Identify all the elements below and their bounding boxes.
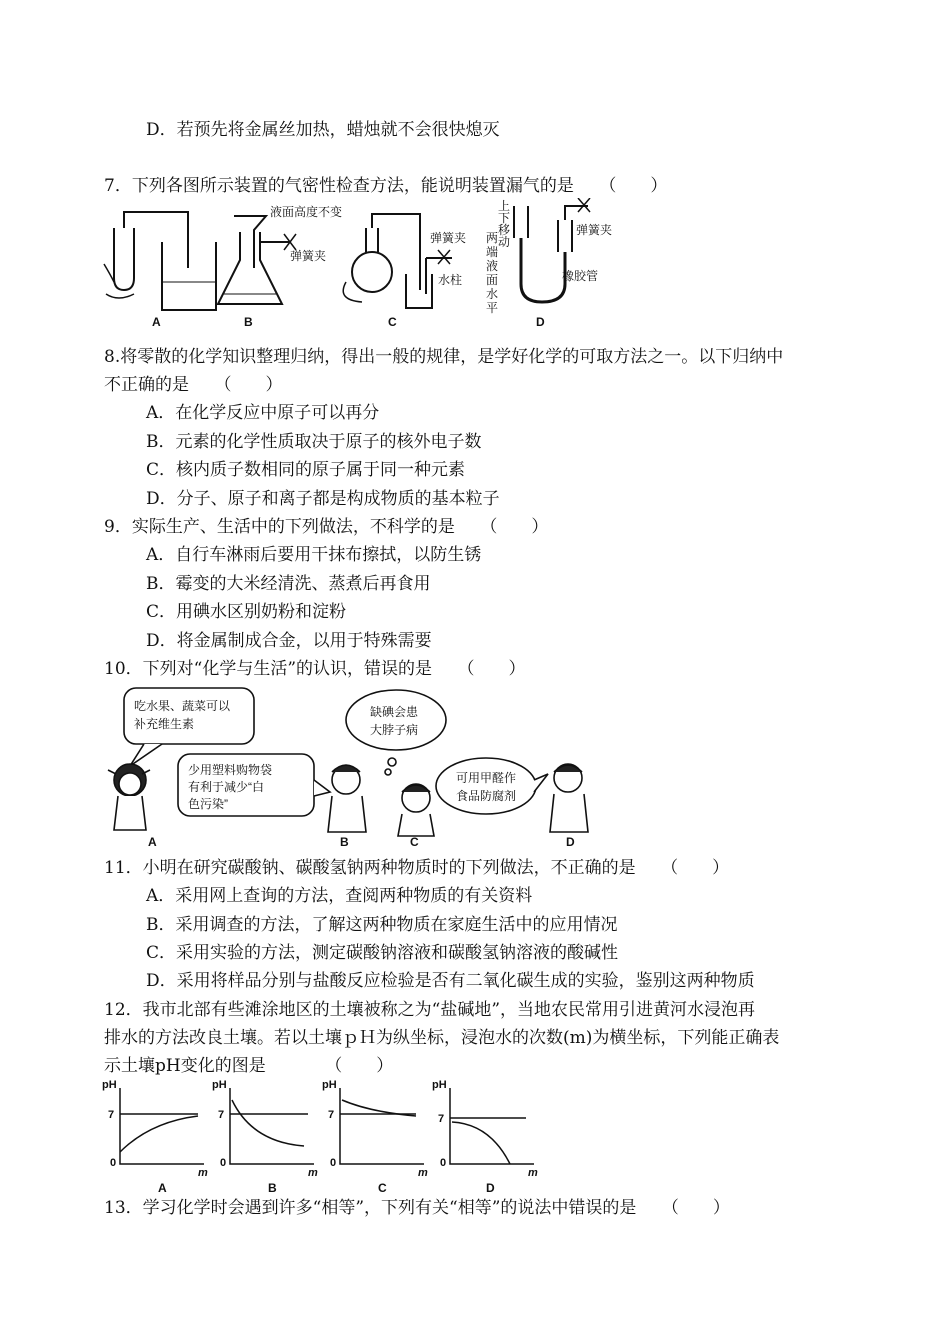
q10-label-a: A xyxy=(148,835,157,849)
q12c-ref: 7 xyxy=(328,1109,335,1121)
q8-stem-line2: 不正确的是 （ ） xyxy=(104,375,283,395)
q11-option-d: D．采用将样品分别与盐酸反应检验是否有二氧化碳生成的实验，鉴别这两种物质 xyxy=(146,971,755,991)
q10a-person xyxy=(108,764,150,830)
q9-stem: 9．实际生产、生活中的下列做法，不科学的是 （ ） xyxy=(104,517,549,537)
q12a-xlabel: m xyxy=(198,1167,208,1179)
q10c-bubble-line2: 大脖子病 xyxy=(370,723,419,737)
q10a-bubble-line2: 补充维生素 xyxy=(134,717,195,731)
q10c-thought-bubble xyxy=(346,690,446,750)
q10d-bubble-line1: 可用甲醛作 xyxy=(456,771,517,785)
q10b-bubble-line2: 有利于减少“白 xyxy=(188,780,264,794)
q7-label-b: B xyxy=(244,315,253,329)
q12c-origin: 0 xyxy=(330,1157,337,1169)
q7d-left-tube xyxy=(514,206,528,238)
q12-stem-line3: 示土壤pH变化的图是 （ ） xyxy=(104,1056,394,1076)
q7d-vertical-note xyxy=(486,198,510,315)
q10b-bubble-line1: 少用塑料购物袋 xyxy=(188,763,273,777)
svg-text:面: 面 xyxy=(486,273,499,287)
q11-option-b: B．采用调查的方法，了解这两种物质在家庭生活中的应用情况 xyxy=(146,915,618,935)
svg-text:下: 下 xyxy=(498,211,511,225)
q12-ph-graphs xyxy=(100,1078,560,1196)
q8-option-a: A．在化学反应中原子可以再分 xyxy=(146,403,380,423)
q12-label-b: B xyxy=(268,1181,277,1195)
q11-stem: 11．小明在研究碳酸钠、碳酸氢钠两种物质时的下列做法，不正确的是 （ ） xyxy=(104,858,730,878)
q12d-origin: 0 xyxy=(440,1157,447,1169)
svg-text:上: 上 xyxy=(498,199,511,213)
q7c-note-water: 水柱 xyxy=(438,273,463,287)
svg-text:移: 移 xyxy=(498,223,511,237)
q10a-speech-bubble xyxy=(124,688,254,744)
q7c-note-clamp: 弹簧夹 xyxy=(430,231,467,245)
q10-stem: 10．下列对“化学与生活”的认识，错误的是 （ ） xyxy=(104,659,526,679)
svg-text:水: 水 xyxy=(486,287,499,301)
q9-option-d: D．将金属制成合金，以用于特殊需要 xyxy=(146,631,432,651)
q10-cartoon-figure xyxy=(100,684,600,850)
q7b-note-level: 液面高度不变 xyxy=(270,205,343,219)
q9-option-b: B．霉变的大米经清洗、蒸煮后再食用 xyxy=(146,574,431,594)
q10-label-c: C xyxy=(410,835,419,849)
q10d-person xyxy=(550,764,588,832)
q10b-person xyxy=(328,765,366,832)
q12a-curve xyxy=(120,1116,198,1152)
q7-label-d: D xyxy=(536,315,545,329)
q12c-ylabel: pH xyxy=(322,1079,337,1091)
svg-text:两: 两 xyxy=(486,231,499,245)
q12a-origin: 0 xyxy=(110,1157,117,1169)
q12-label-a: A xyxy=(158,1181,167,1195)
q10-label-d: D xyxy=(566,835,575,849)
q7-label-a: A xyxy=(152,315,161,329)
q7-label-c: C xyxy=(388,315,397,329)
q8-stem-line1: 8.将零散的化学知识整理归纳，得出一般的规律，是学好化学的可取方法之一。以下归纳中 xyxy=(104,347,784,367)
q12-label-d: D xyxy=(486,1181,495,1195)
q12d-curve xyxy=(452,1122,510,1164)
q12d-ylabel: pH xyxy=(432,1079,447,1091)
q8-option-c: C．核内质子数相同的原子属于同一种元素 xyxy=(146,460,466,480)
q12b-xlabel: m xyxy=(308,1167,318,1179)
q12-graph-c xyxy=(340,1088,424,1164)
q12b-ref: 7 xyxy=(218,1109,225,1121)
q10d-bubble-line2: 食品防腐剂 xyxy=(456,789,517,803)
q12c-xlabel: m xyxy=(418,1167,428,1179)
q12b-origin: 0 xyxy=(220,1157,227,1169)
q10b-bubble-line3: 色污染” xyxy=(188,797,228,811)
q7-apparatus-figure xyxy=(100,198,640,333)
svg-text:动: 动 xyxy=(498,235,511,249)
q12a-ref: 7 xyxy=(108,1109,115,1121)
q12-graph-b xyxy=(230,1088,314,1164)
q11-option-c: C．采用实验的方法，测定碳酸钠溶液和碳酸氢钠溶液的酸碱性 xyxy=(146,943,619,963)
svg-text:平: 平 xyxy=(486,301,499,315)
q7c-flask xyxy=(352,252,392,292)
q9-option-a: A．自行车淋雨后要用干抹布擦拭，以防生锈 xyxy=(146,545,482,565)
q10-label-b: B xyxy=(340,835,349,849)
q12-graph-d xyxy=(450,1088,534,1164)
q12-label-c: C xyxy=(378,1181,387,1195)
svg-text:液: 液 xyxy=(486,259,499,273)
q6-option-d: D．若预先将金属丝加热，蜡烛就不会很快熄灭 xyxy=(146,120,500,140)
q10d-speech-bubble xyxy=(436,758,536,814)
q7d-right-tube xyxy=(558,220,572,252)
q12b-curve xyxy=(232,1100,304,1146)
q8-option-b: B．元素的化学性质取决于原子的核外电子数 xyxy=(146,432,482,452)
q11-option-a: A．采用网上查询的方法，查阅两种物质的有关资料 xyxy=(146,886,533,906)
q7b-note-clamp: 弹簧夹 xyxy=(290,249,327,263)
q12d-ref: 7 xyxy=(438,1113,445,1125)
q12d-xlabel: m xyxy=(528,1167,538,1179)
q7d-note-clamp: 弹簧夹 xyxy=(576,223,613,237)
q12-stem-line1: 12．我市北部有些滩涂地区的土壤被称之为“盐碱地”，当地农民常用引进黄河水浸泡再 xyxy=(104,1000,756,1020)
q10c-person xyxy=(398,784,434,836)
q7a-test-tube xyxy=(114,228,134,290)
svg-text:端: 端 xyxy=(486,245,499,259)
q10c-bubble-line1: 缺碘会患 xyxy=(370,705,419,719)
q10a-bubble-line1: 吃水果、蔬菜可以 xyxy=(134,699,231,713)
q8-option-d: D．分子、原子和离子都是构成物质的基本粒子 xyxy=(146,489,500,509)
q12a-ylabel: pH xyxy=(102,1079,117,1091)
q9-option-c: C．用碘水区别奶粉和淀粉 xyxy=(146,602,347,622)
q12b-ylabel: pH xyxy=(212,1079,227,1091)
q13-stem: 13．学习化学时会遇到许多“相等”，下列有关“相等”的说法中错误的是 （ ） xyxy=(104,1198,730,1218)
q7d-note-hose: 橡胶管 xyxy=(562,269,599,283)
q7-stem: 7．下列各图所示装置的气密性检查方法，能说明装置漏气的是 （ ） xyxy=(104,176,668,196)
q12-graph-a xyxy=(120,1088,204,1164)
q12-stem-line2: 排水的方法改良土壤。若以土壤ｐＨ为纵坐标，浸泡水的次数(m)为横坐标，下列能正确表 xyxy=(104,1028,780,1048)
